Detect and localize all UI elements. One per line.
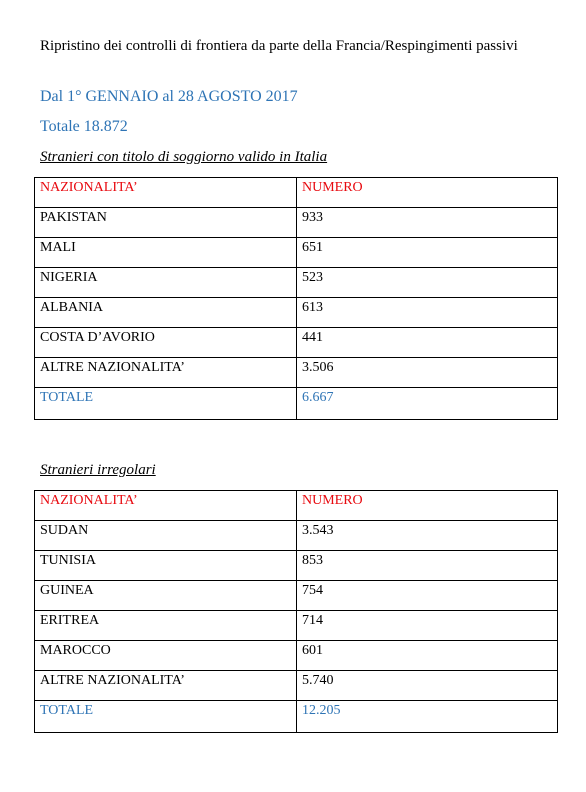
document-title: Ripristino dei controlli di frontiera da parte della Francia/Respingimenti passivi	[40, 38, 518, 54]
table-row	[35, 671, 558, 701]
number-cell: 754	[297, 581, 558, 611]
table-row	[35, 551, 558, 581]
table-row	[35, 268, 558, 298]
header-cell-number: NUMERO	[297, 491, 558, 521]
grand-total-line: Totale 18.872	[40, 118, 128, 135]
nationality-cell: ALTRE NAZIONALITA’	[35, 358, 297, 388]
table-row	[35, 358, 558, 388]
number-cell: 3.543	[297, 521, 558, 551]
header-cell-nationality: NAZIONALITA’	[35, 491, 297, 521]
total-number-cell: 12.205	[297, 701, 558, 733]
nationality-cell: GUINEA	[35, 581, 297, 611]
total-label-cell: TOTALE	[35, 388, 297, 420]
number-cell: 441	[297, 328, 558, 358]
table-row	[35, 521, 558, 551]
number-cell: 5.740	[297, 671, 558, 701]
nationality-cell: MALI	[35, 238, 297, 268]
table-row	[35, 581, 558, 611]
table-irregular	[34, 490, 558, 733]
nationality-cell: ALBANIA	[35, 298, 297, 328]
nationality-cell: NIGERIA	[35, 268, 297, 298]
table-row	[35, 298, 558, 328]
table-row	[35, 238, 558, 268]
table-row	[35, 611, 558, 641]
number-cell: 933	[297, 208, 558, 238]
table-row	[35, 328, 558, 358]
nationality-cell: ALTRE NAZIONALITA’	[35, 671, 297, 701]
nationality-cell: COSTA D’AVORIO	[35, 328, 297, 358]
nationality-cell: SUDAN	[35, 521, 297, 551]
table-total-row	[35, 388, 558, 420]
number-cell: 651	[297, 238, 558, 268]
header-cell-number: NUMERO	[297, 178, 558, 208]
number-cell: 613	[297, 298, 558, 328]
nationality-cell: MAROCCO	[35, 641, 297, 671]
nationality-cell: PAKISTAN	[35, 208, 297, 238]
header-cell-nationality: NAZIONALITA’	[35, 178, 297, 208]
number-cell: 853	[297, 551, 558, 581]
number-cell: 3.506	[297, 358, 558, 388]
table-row	[35, 208, 558, 238]
number-cell: 601	[297, 641, 558, 671]
table-total-row	[35, 701, 558, 733]
table-valid-permit	[34, 177, 558, 420]
nationality-cell: TUNISIA	[35, 551, 297, 581]
number-cell: 714	[297, 611, 558, 641]
nationality-cell: ERITREA	[35, 611, 297, 641]
total-label-cell: TOTALE	[35, 701, 297, 733]
period-line: Dal 1° GENNAIO al 28 AGOSTO 2017	[40, 88, 298, 105]
section-heading-irregular: Stranieri irregolari	[40, 462, 156, 478]
table-header-row	[35, 178, 558, 208]
number-cell: 523	[297, 268, 558, 298]
section-heading-valid-permit: Stranieri con titolo di soggiorno valido in Italia	[40, 149, 328, 165]
total-number-cell: 6.667	[297, 388, 558, 420]
table-header-row	[35, 491, 558, 521]
table-row	[35, 641, 558, 671]
